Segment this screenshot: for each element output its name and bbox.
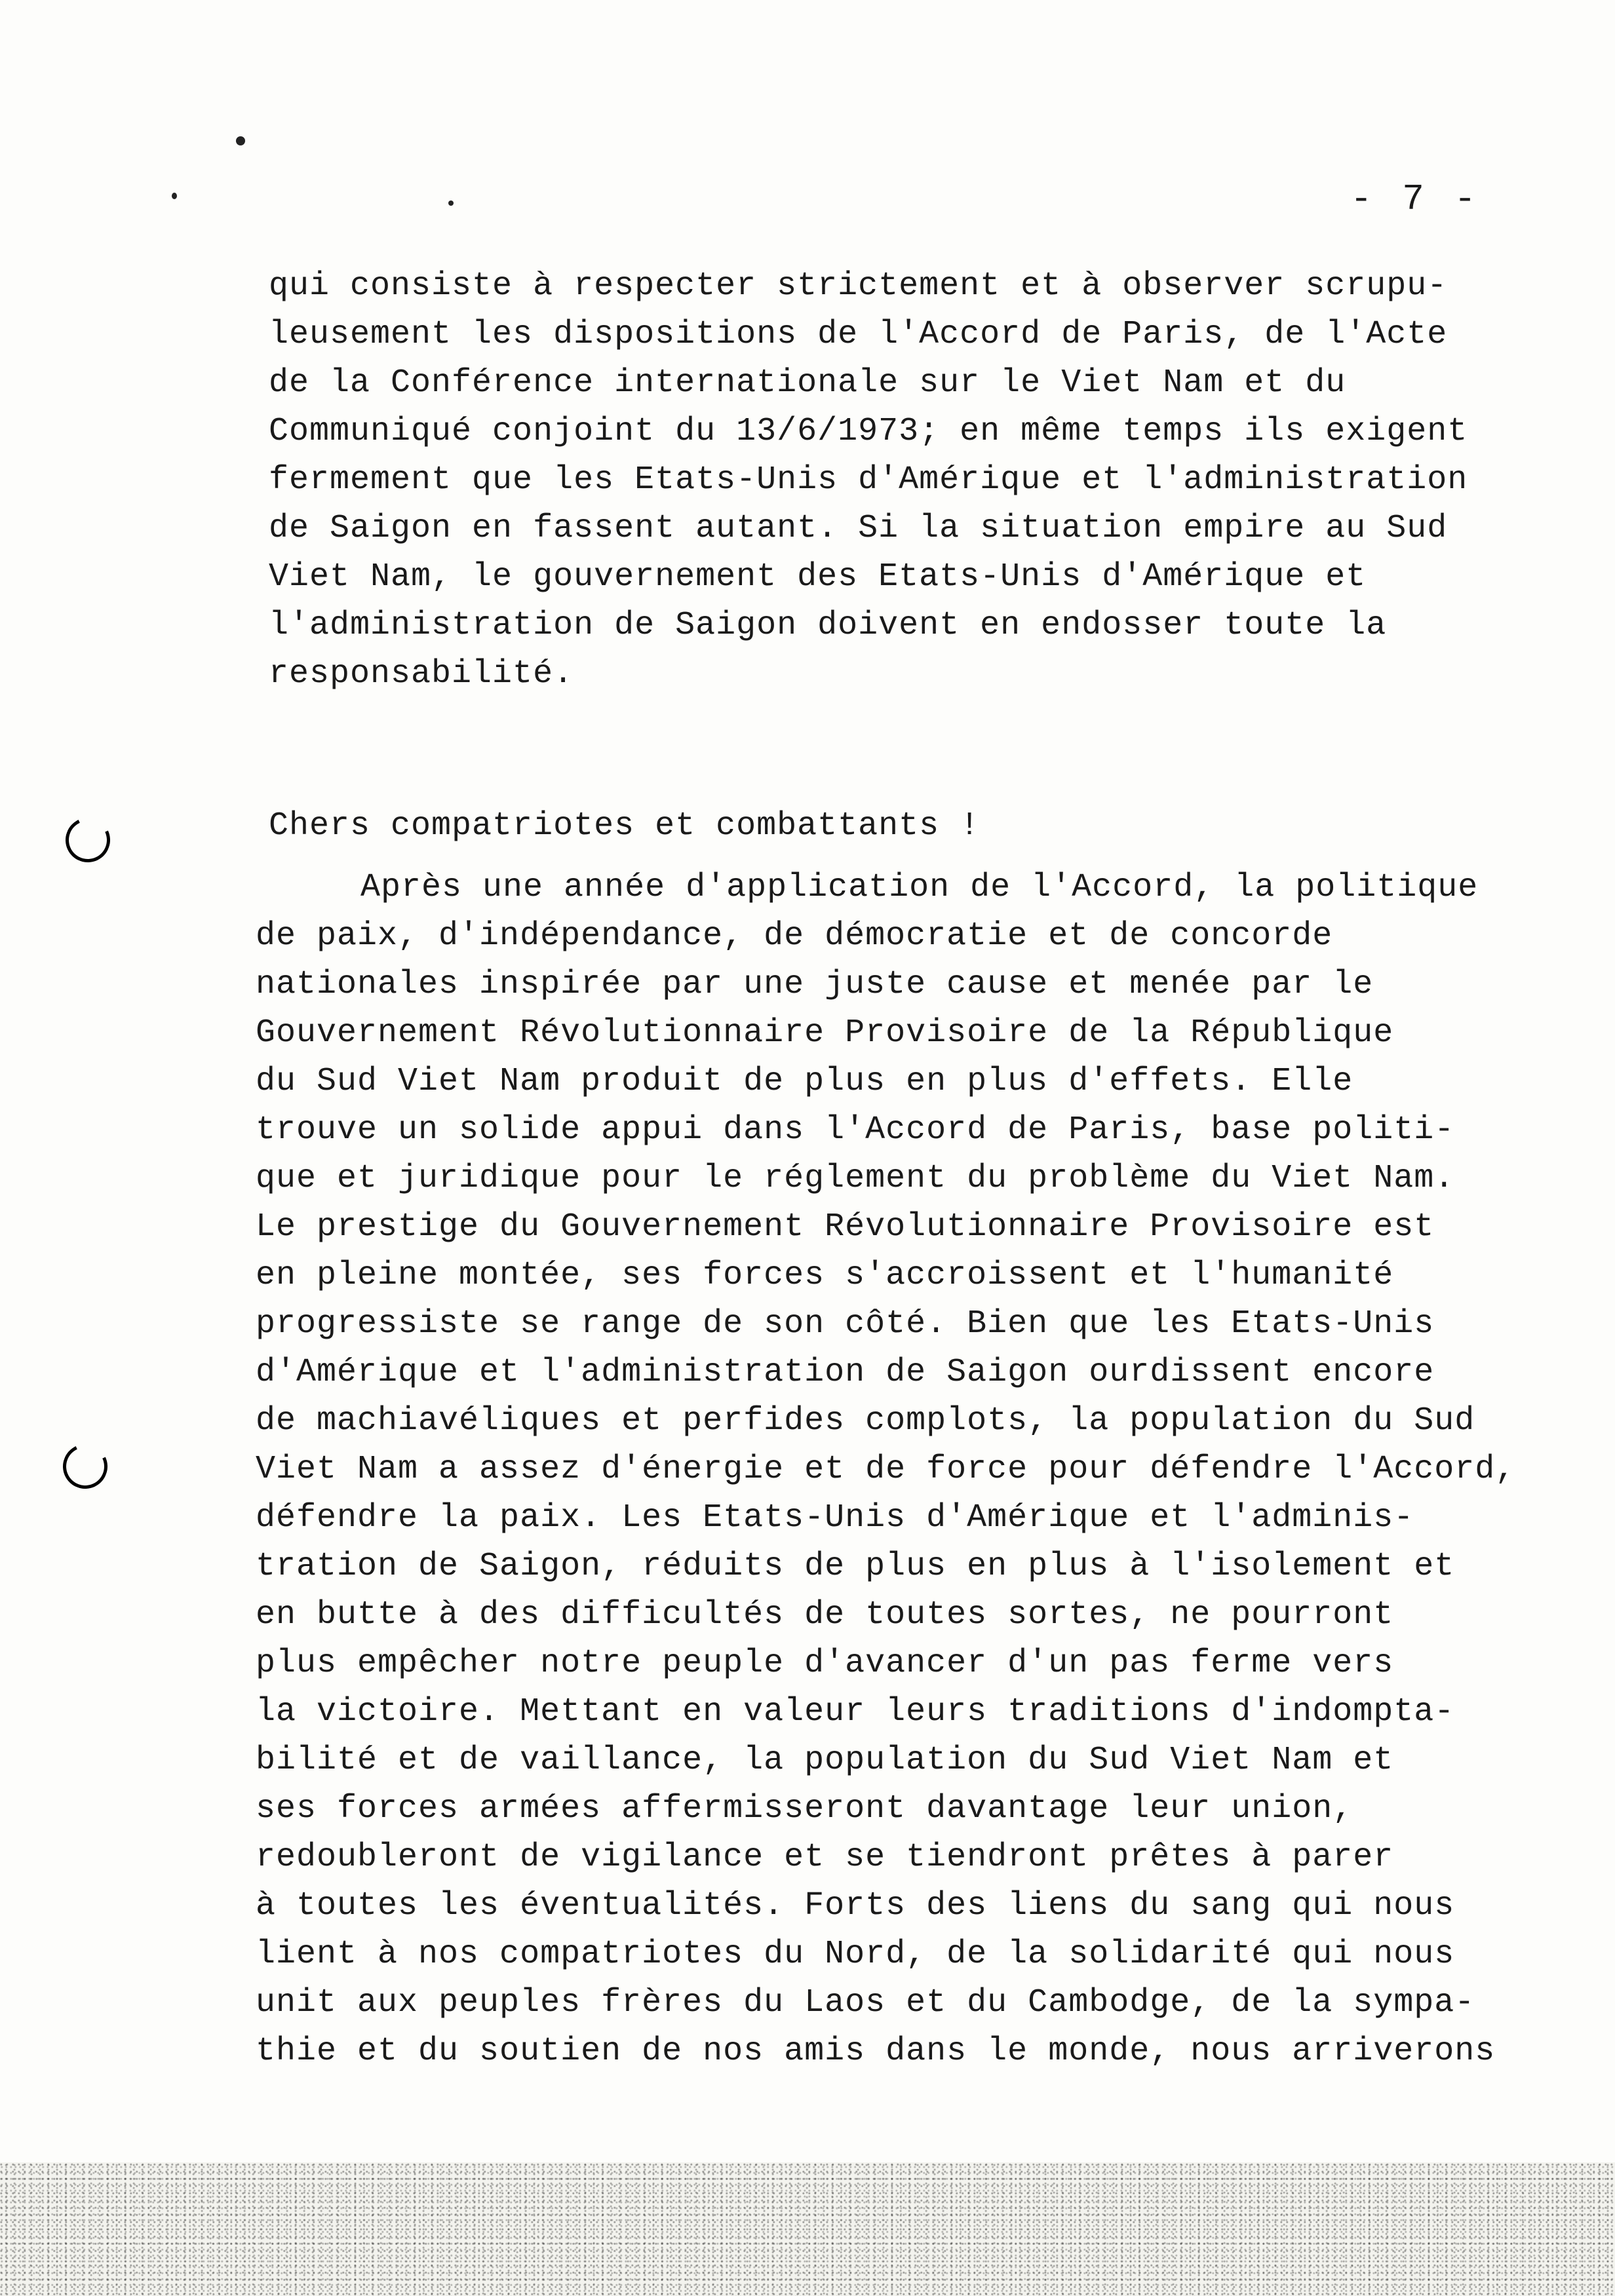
text-line: fermement que les Etats-Unis d'Amérique et l'administration xyxy=(269,461,1468,499)
text-line: à toutes les éventualités. Forts des liens du sang qui nous xyxy=(256,1887,1455,1924)
text-line: nationales inspirée par une juste cause et menée par le xyxy=(256,966,1374,1003)
text-line: tration de Saigon, réduits de plus en plus à l'isolement et xyxy=(256,1548,1455,1585)
text-line: Gouvernement Révolutionnaire Provisoire de la République xyxy=(256,1014,1394,1052)
punch-hole-mark xyxy=(56,1438,113,1495)
page-number: - 7 - xyxy=(1350,178,1481,220)
text-line: Communiqué conjoint du 13/6/1973; en même temps ils exigent xyxy=(269,413,1468,450)
text-line: Viet Nam, le gouvernement des Etats-Unis d'Amérique et xyxy=(269,558,1367,596)
text-line: bilité et de vaillance, la population du Sud Viet Nam et xyxy=(256,1742,1394,1779)
paragraph-continuation xyxy=(269,262,1501,698)
text-line: de machiavéliques et perfides complots, la population du Sud xyxy=(256,1402,1475,1440)
text-line: du Sud Viet Nam produit de plus en plus d'effets. Elle xyxy=(256,1063,1353,1100)
text-line: Viet Nam a assez d'énergie et de force pour défendre l'Accord, xyxy=(256,1451,1516,1488)
text-line: ses forces armées affermisseront davantage leur union, xyxy=(256,1790,1353,1827)
text-line: qui consiste à respecter strictement et à observer scrupu- xyxy=(269,267,1448,305)
text-line: de la Conférence internationale sur le Viet Nam et du xyxy=(269,364,1346,402)
text-line: lient à nos compatriotes du Nord, de la solidarité qui nous xyxy=(256,1936,1455,1973)
text-line: trouve un solide appui dans l'Accord de Paris, base politi- xyxy=(256,1111,1455,1149)
ink-speck xyxy=(172,193,177,199)
text-line: Le prestige du Gouvernement Révolutionnaire Provisoire est xyxy=(256,1208,1435,1246)
text-line: la victoire. Mettant en valeur leurs traditions d'indompta- xyxy=(256,1693,1455,1731)
paragraph-body xyxy=(256,864,1516,2076)
text-line: unit aux peuples frères du Laos et du Cambodge, de la sympa- xyxy=(256,1984,1475,2021)
text-line: progressiste se range de son côté. Bien que les Etats-Unis xyxy=(256,1305,1435,1343)
text-line: en butte à des difficultés de toutes sortes, ne pourront xyxy=(256,1596,1394,1634)
text-line: thie et du soutien de nos amis dans le monde, nous arriverons xyxy=(256,2033,1496,2070)
text-line: l'administration de Saigon doivent en endosser toute la xyxy=(269,607,1387,644)
text-line: plus empêcher notre peuple d'avancer d'un pas ferme vers xyxy=(256,1645,1394,1682)
text-line: responsabilité. xyxy=(269,655,574,693)
punch-hole-mark xyxy=(59,811,116,868)
text-line: défendre la paix. Les Etats-Unis d'Amérique et l'adminis- xyxy=(256,1499,1414,1537)
text-line: de paix, d'indépendance, de démocratie et de concorde xyxy=(256,917,1333,955)
greeting-heading: Chers compatriotes et combattants ! xyxy=(269,807,981,845)
text-line: en pleine montée, ses forces s'accroissent et l'humanité xyxy=(256,1257,1394,1294)
text-line: redoubleront de vigilance et se tiendront prêtes à parer xyxy=(256,1839,1394,1876)
text-line: leusement les dispositions de l'Accord de Paris, de l'Acte xyxy=(269,316,1448,353)
text-line: Après une année d'application de l'Accord, la politique xyxy=(360,869,1479,906)
scan-noise-strip xyxy=(0,2162,1615,2296)
ink-speck xyxy=(448,201,454,206)
text-line: d'Amérique et l'administration de Saigon ourdissent encore xyxy=(256,1354,1435,1391)
text-line: que et juridique pour le réglement du problème du Viet Nam. xyxy=(256,1160,1455,1197)
text-line: de Saigon en fassent autant. Si la situation empire au Sud xyxy=(269,510,1448,547)
ink-speck xyxy=(236,136,245,145)
